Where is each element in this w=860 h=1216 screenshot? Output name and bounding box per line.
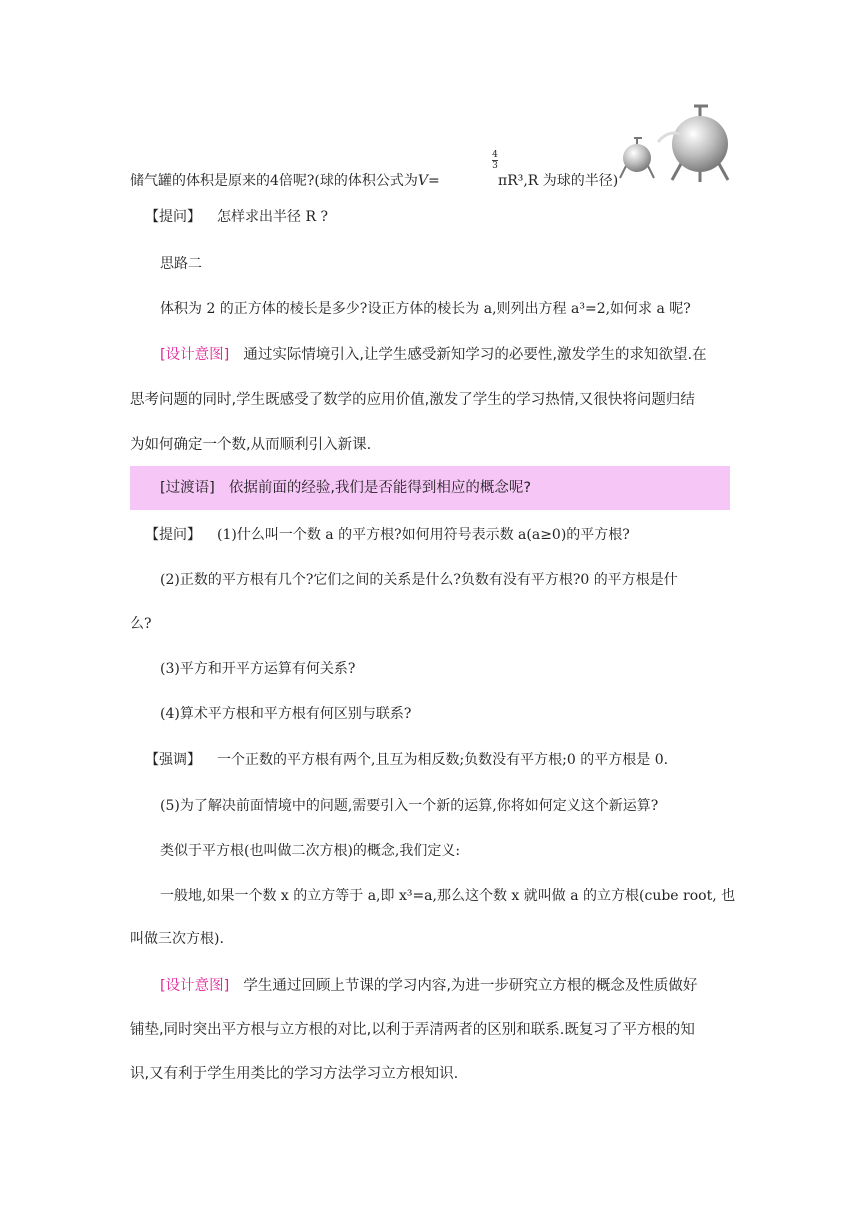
intro-text-b: πR³,R 为球的半径) [498, 173, 619, 189]
design-intent-tag: [设计意图] [160, 347, 230, 363]
design-intent-1-line2: 思考问题的同时,学生既感受了数学的应用价值,激发了学生的学习热情,又很快将问题归结 [130, 392, 695, 408]
question-item-5: (5)为了解决前面情境中的问题,需要引入一个新的运算,你将如何定义这个新运算? [160, 798, 659, 814]
question-item-2-line2: 么? [130, 616, 152, 632]
formula-lhs: V= [417, 173, 440, 189]
question-sqrt-1 [145, 525, 630, 545]
question-item-4: (4)算术平方根和平方根有何区别与联系? [160, 706, 412, 722]
question-text: 怎样求出半径 R ? [217, 209, 328, 225]
emphasis-line [145, 750, 668, 770]
design-intent-2-line1 [160, 976, 697, 996]
fraction-denominator: 3 [492, 161, 498, 171]
design-intent-1-line1 [160, 345, 707, 365]
question-radius [145, 207, 328, 227]
intro-text-a: 储气罐的体积是原来的4倍呢?(球的体积公式为 [130, 173, 418, 189]
transition-tag: [过渡语] [160, 480, 215, 496]
question-item-3: (3)平方和开平方运算有何关系? [160, 661, 356, 677]
emphasis-label: 【强调】 [145, 752, 201, 768]
gas-tanks-illustration [618, 102, 734, 188]
question-label-2: 【提问】 [145, 527, 201, 543]
analogy-text: 类似于平方根(也叫做二次方根)的概念,我们定义: [160, 843, 461, 859]
question-item-1: (1)什么叫一个数 a 的平方根?如何用符号表示数 a(a≥0)的平方根? [217, 527, 630, 543]
transition-line [160, 478, 531, 498]
idea-two-text: 体积为 2 的正方体的棱长是多少?设正方体的棱长为 a,则列出方程 a³=2,如何求 a 呢? [160, 301, 691, 317]
transition-text: 依据前面的经验,我们是否能得到相应的概念呢? [228, 480, 532, 496]
emphasis-text: 一个正数的平方根有两个,且互为相反数;负数没有平方根;0 的平方根是 0. [217, 752, 669, 768]
design-intent-text: 通过实际情境引入,让学生感受新知学习的必要性,激发学生的求知欲望.在 [243, 347, 707, 363]
question-item-2-line1: (2)正数的平方根有几个?它们之间的关系是什么?负数有没有平方根?0 的平方根是什 [160, 572, 678, 588]
large-tank-icon [672, 106, 728, 182]
question-label: 【提问】 [145, 209, 201, 225]
intro-line [130, 171, 440, 191]
design-intent-2-text: 学生通过回顾上节课的学习内容,为进一步研究立方根的概念及性质做好 [243, 978, 698, 994]
design-intent-2-tag: [设计意图] [160, 978, 230, 994]
design-intent-2-line2: 铺垫,同时突出平方根与立方根的对比,以利于弄清两者的区别和联系.既复习了平方根的知 [130, 1022, 695, 1038]
fraction-numerator: 4 [492, 150, 498, 160]
design-intent-1-line3: 为如何确定一个数,从而顺利引入新课. [130, 437, 372, 453]
design-intent-2-line3: 识,又有利于学生用类比的学习方法学习立方根知识. [130, 1066, 459, 1082]
definition-line1: 一般地,如果一个数 x 的立方等于 a,即 x³=a,那么这个数 x 就叫做 a 的立方根(cube root, 也 [160, 888, 736, 904]
small-tank-icon [620, 138, 654, 178]
idea-two-title: 思路二 [160, 256, 202, 272]
definition-line2: 叫做三次方根). [130, 931, 224, 947]
fraction-4-3 [492, 150, 498, 171]
